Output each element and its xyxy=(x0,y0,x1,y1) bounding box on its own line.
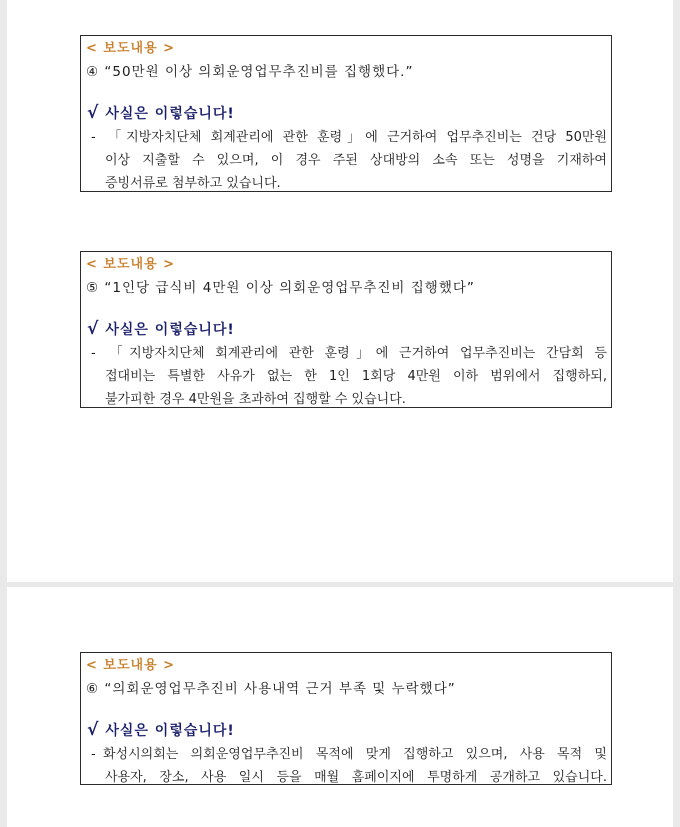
fact-heading-text: 사실은 이렇습니다! xyxy=(105,723,235,739)
fact-check-box-6 xyxy=(80,652,612,785)
fact-body-line xyxy=(91,342,607,365)
fact-body-line: 증빙서류로 첨부하고 있습니다. xyxy=(105,176,281,191)
fact-body xyxy=(91,342,607,411)
check-mark-icon: √ xyxy=(87,103,100,123)
press-claim: ④ “50만원 이상 의회운영업무추진비를 집행했다.” xyxy=(86,64,414,80)
fact-heading xyxy=(87,103,235,123)
fact-body-line xyxy=(91,743,607,766)
check-mark-icon: √ xyxy=(87,720,100,740)
fact-check-box-5 xyxy=(80,251,612,408)
fact-body-line: 이상 지출할 수 있으며, 이 경우 주된 상대방의 소속 또는 성명을 기재하여 xyxy=(105,153,607,168)
fact-body-line: 접대비는 특별한 사유가 없는 한 1인 1회당 4만원 이하 범위에서 집행하되, xyxy=(105,369,607,384)
press-content-tag: < 보도내용 > xyxy=(86,658,176,673)
check-mark-icon: √ xyxy=(87,319,100,339)
document-page-1 xyxy=(7,0,673,582)
fact-check-box-4 xyxy=(80,35,612,192)
fact-heading xyxy=(87,319,235,339)
press-content-tag: < 보도내용 > xyxy=(86,257,176,272)
press-claim: ⑥ “의회운영업무추진비 사용내역 근거 부족 및 누락했다” xyxy=(86,681,456,697)
press-claim: ⑤ “1인당 급식비 4만원 이상 의회운영업무추진비 집행했다” xyxy=(86,280,475,296)
press-content-tag: < 보도내용 > xyxy=(86,41,176,56)
dash-bullet: - xyxy=(91,130,96,145)
dash-bullet: - xyxy=(91,747,96,762)
fact-body xyxy=(91,126,607,195)
document-page-2 xyxy=(7,587,673,827)
fact-body-line: 사용자, 장소, 사용 일시 등을 매월 홈페이지에 투명하게 공개하고 있습니다. xyxy=(105,770,607,785)
dash-bullet: - xyxy=(91,346,96,361)
fact-body-line xyxy=(91,126,607,149)
fact-heading xyxy=(87,720,235,740)
fact-body-line: 불가피한 경우 4만원을 초과하여 집행할 수 있습니다. xyxy=(105,392,406,407)
fact-heading-text: 사실은 이렇습니다! xyxy=(105,106,235,122)
fact-body xyxy=(91,743,607,789)
fact-heading-text: 사실은 이렇습니다! xyxy=(105,322,235,338)
fact-body-text: 화성시의회는 의회운영업무추진비 목적에 맞게 집행하고 있으며, 사용 목적 및 xyxy=(103,747,607,762)
fact-body-text: 「지방자치단체 회계관리에 관한 훈령」에 근거하여 업무추진비는 건당 50만원 xyxy=(103,130,607,145)
fact-body-text: 「지방자치단체 회계관리에 관한 훈령」에 근거하여 업무추진비는 간담회 등 xyxy=(103,346,607,361)
